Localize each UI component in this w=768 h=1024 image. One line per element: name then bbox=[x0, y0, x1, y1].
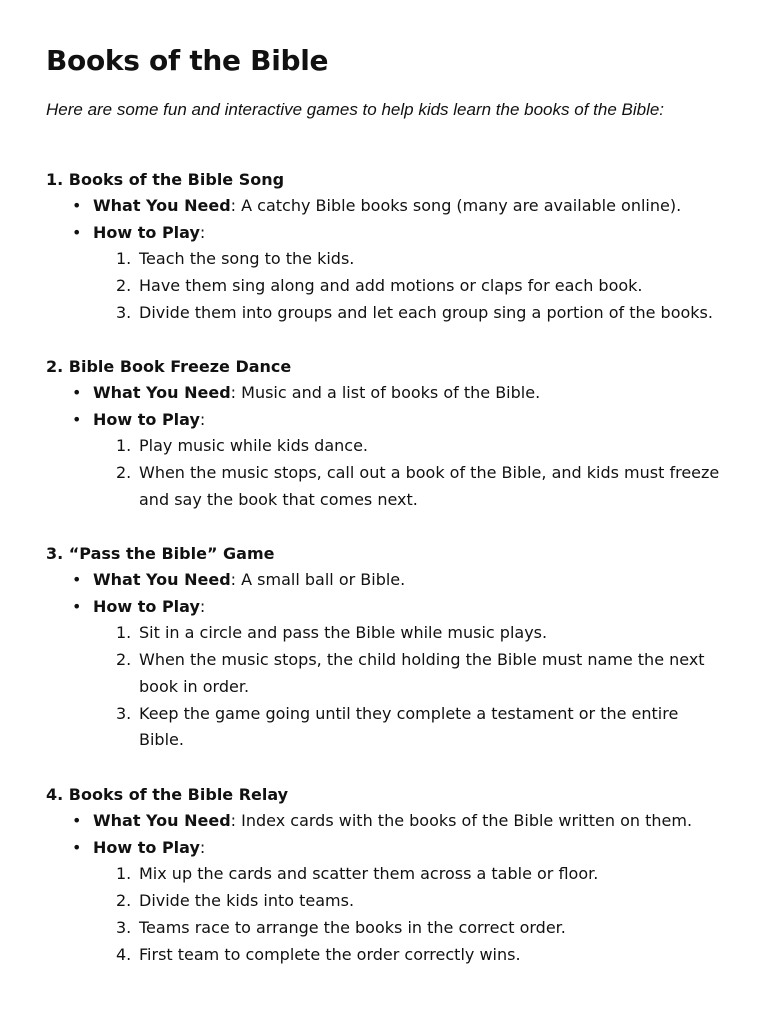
what-you-need-label: What You Need bbox=[93, 196, 231, 215]
colon: : bbox=[199, 409, 206, 429]
step-number: 2. bbox=[116, 650, 132, 670]
step-number: 2. bbox=[116, 891, 132, 911]
step-text: Mix up the cards and scatter them across a table or floor. bbox=[139, 864, 599, 884]
how-to-play-item bbox=[46, 594, 736, 621]
game-section-1 bbox=[46, 167, 736, 327]
step-text: Sit in a circle and pass the Bible while music plays. bbox=[139, 623, 548, 643]
list-item bbox=[46, 620, 736, 647]
game-section-2 bbox=[46, 354, 736, 514]
list-item bbox=[46, 300, 736, 327]
step-text: Play music while kids dance. bbox=[139, 436, 369, 456]
step-number: 1. bbox=[116, 864, 132, 884]
step-text: Divide the kids into teams. bbox=[139, 891, 355, 911]
list-item bbox=[46, 460, 736, 487]
how-to-play-item bbox=[46, 835, 736, 862]
how-to-play-label: How to Play bbox=[93, 409, 200, 429]
step-text: Keep the game going until they complete a testament or the entire bbox=[139, 703, 679, 723]
game-section-3 bbox=[46, 541, 736, 754]
game-section-4 bbox=[46, 782, 736, 968]
list-item bbox=[46, 861, 736, 888]
steps-list bbox=[46, 861, 736, 968]
list-item bbox=[46, 246, 736, 273]
list-item bbox=[46, 273, 736, 300]
list-item bbox=[46, 915, 736, 942]
what-you-need-item bbox=[46, 380, 736, 407]
how-to-play-label: How to Play bbox=[93, 837, 200, 857]
list-item bbox=[46, 647, 736, 674]
what-you-need-item bbox=[46, 808, 736, 835]
step-number: 1. bbox=[116, 623, 132, 643]
step-text-continued: book in order. bbox=[139, 676, 250, 696]
list-item bbox=[46, 888, 736, 915]
step-number: 3. bbox=[116, 917, 132, 937]
how-to-play-label: How to Play bbox=[93, 222, 200, 242]
bullet-icon: • bbox=[72, 409, 82, 429]
what-you-need-item bbox=[46, 567, 736, 594]
how-to-play-item bbox=[46, 407, 736, 434]
bullet-icon: • bbox=[72, 811, 82, 830]
bullet-icon: • bbox=[72, 196, 82, 215]
section-heading: 2. Bible Book Freeze Dance bbox=[46, 357, 292, 376]
step-number: 2. bbox=[116, 463, 132, 483]
list-item bbox=[46, 433, 736, 460]
bullet-icon: • bbox=[72, 383, 82, 402]
section-heading: 1. Books of the Bible Song bbox=[46, 170, 285, 189]
step-text: Divide them into groups and let each group sing a portion of the books. bbox=[139, 302, 713, 322]
colon: : bbox=[199, 222, 206, 242]
intro-text: Here are some fun and interactive games to help kids learn the books of the Bible: bbox=[46, 100, 665, 119]
colon: : bbox=[199, 837, 206, 857]
steps-list bbox=[46, 620, 736, 754]
what-you-need-text: : A catchy Bible books song (many are available online). bbox=[230, 196, 682, 215]
step-text: Have them sing along and add motions or claps for each book. bbox=[139, 276, 643, 296]
steps-list bbox=[46, 433, 736, 513]
what-you-need-label: What You Need bbox=[93, 811, 231, 830]
bullet-icon: • bbox=[72, 222, 82, 242]
step-number: 1. bbox=[116, 436, 132, 456]
step-text: When the music stops, the child holding the Bible must name the next bbox=[139, 650, 705, 670]
what-you-need-label: What You Need bbox=[93, 570, 231, 589]
what-you-need-text: : Index cards with the books of the Bible written on them. bbox=[230, 811, 693, 830]
what-you-need-text: : A small ball or Bible. bbox=[230, 570, 406, 589]
how-to-play-item bbox=[46, 220, 736, 247]
step-text: Teams race to arrange the books in the correct order. bbox=[139, 917, 566, 937]
colon: : bbox=[199, 596, 206, 616]
what-you-need-item bbox=[46, 193, 736, 220]
how-to-play-label: How to Play bbox=[93, 596, 200, 616]
step-text-continued: Bible. bbox=[139, 730, 184, 750]
what-you-need-label: What You Need bbox=[93, 383, 231, 402]
list-item bbox=[46, 701, 736, 728]
step-number: 4. bbox=[116, 944, 132, 964]
steps-list bbox=[46, 246, 736, 326]
step-number: 2. bbox=[116, 276, 132, 296]
step-number: 3. bbox=[116, 302, 132, 322]
step-number: 3. bbox=[116, 703, 132, 723]
list-item bbox=[46, 942, 736, 969]
step-number: 1. bbox=[116, 249, 132, 269]
section-heading: 4. Books of the Bible Relay bbox=[46, 785, 289, 804]
bullet-icon: • bbox=[72, 570, 82, 589]
step-text: First team to complete the order correctly wins. bbox=[139, 944, 521, 964]
bullet-icon: • bbox=[72, 837, 82, 857]
step-text: Teach the song to the kids. bbox=[139, 249, 355, 269]
page-title: Books of the Bible bbox=[46, 44, 329, 77]
bullet-icon: • bbox=[72, 596, 82, 616]
step-text: When the music stops, call out a book of the Bible, and kids must freeze bbox=[139, 463, 720, 483]
what-you-need-text: : Music and a list of books of the Bible. bbox=[230, 383, 541, 402]
section-heading: 3. “Pass the Bible” Game bbox=[46, 544, 275, 563]
step-text-continued: and say the book that comes next. bbox=[139, 489, 418, 509]
